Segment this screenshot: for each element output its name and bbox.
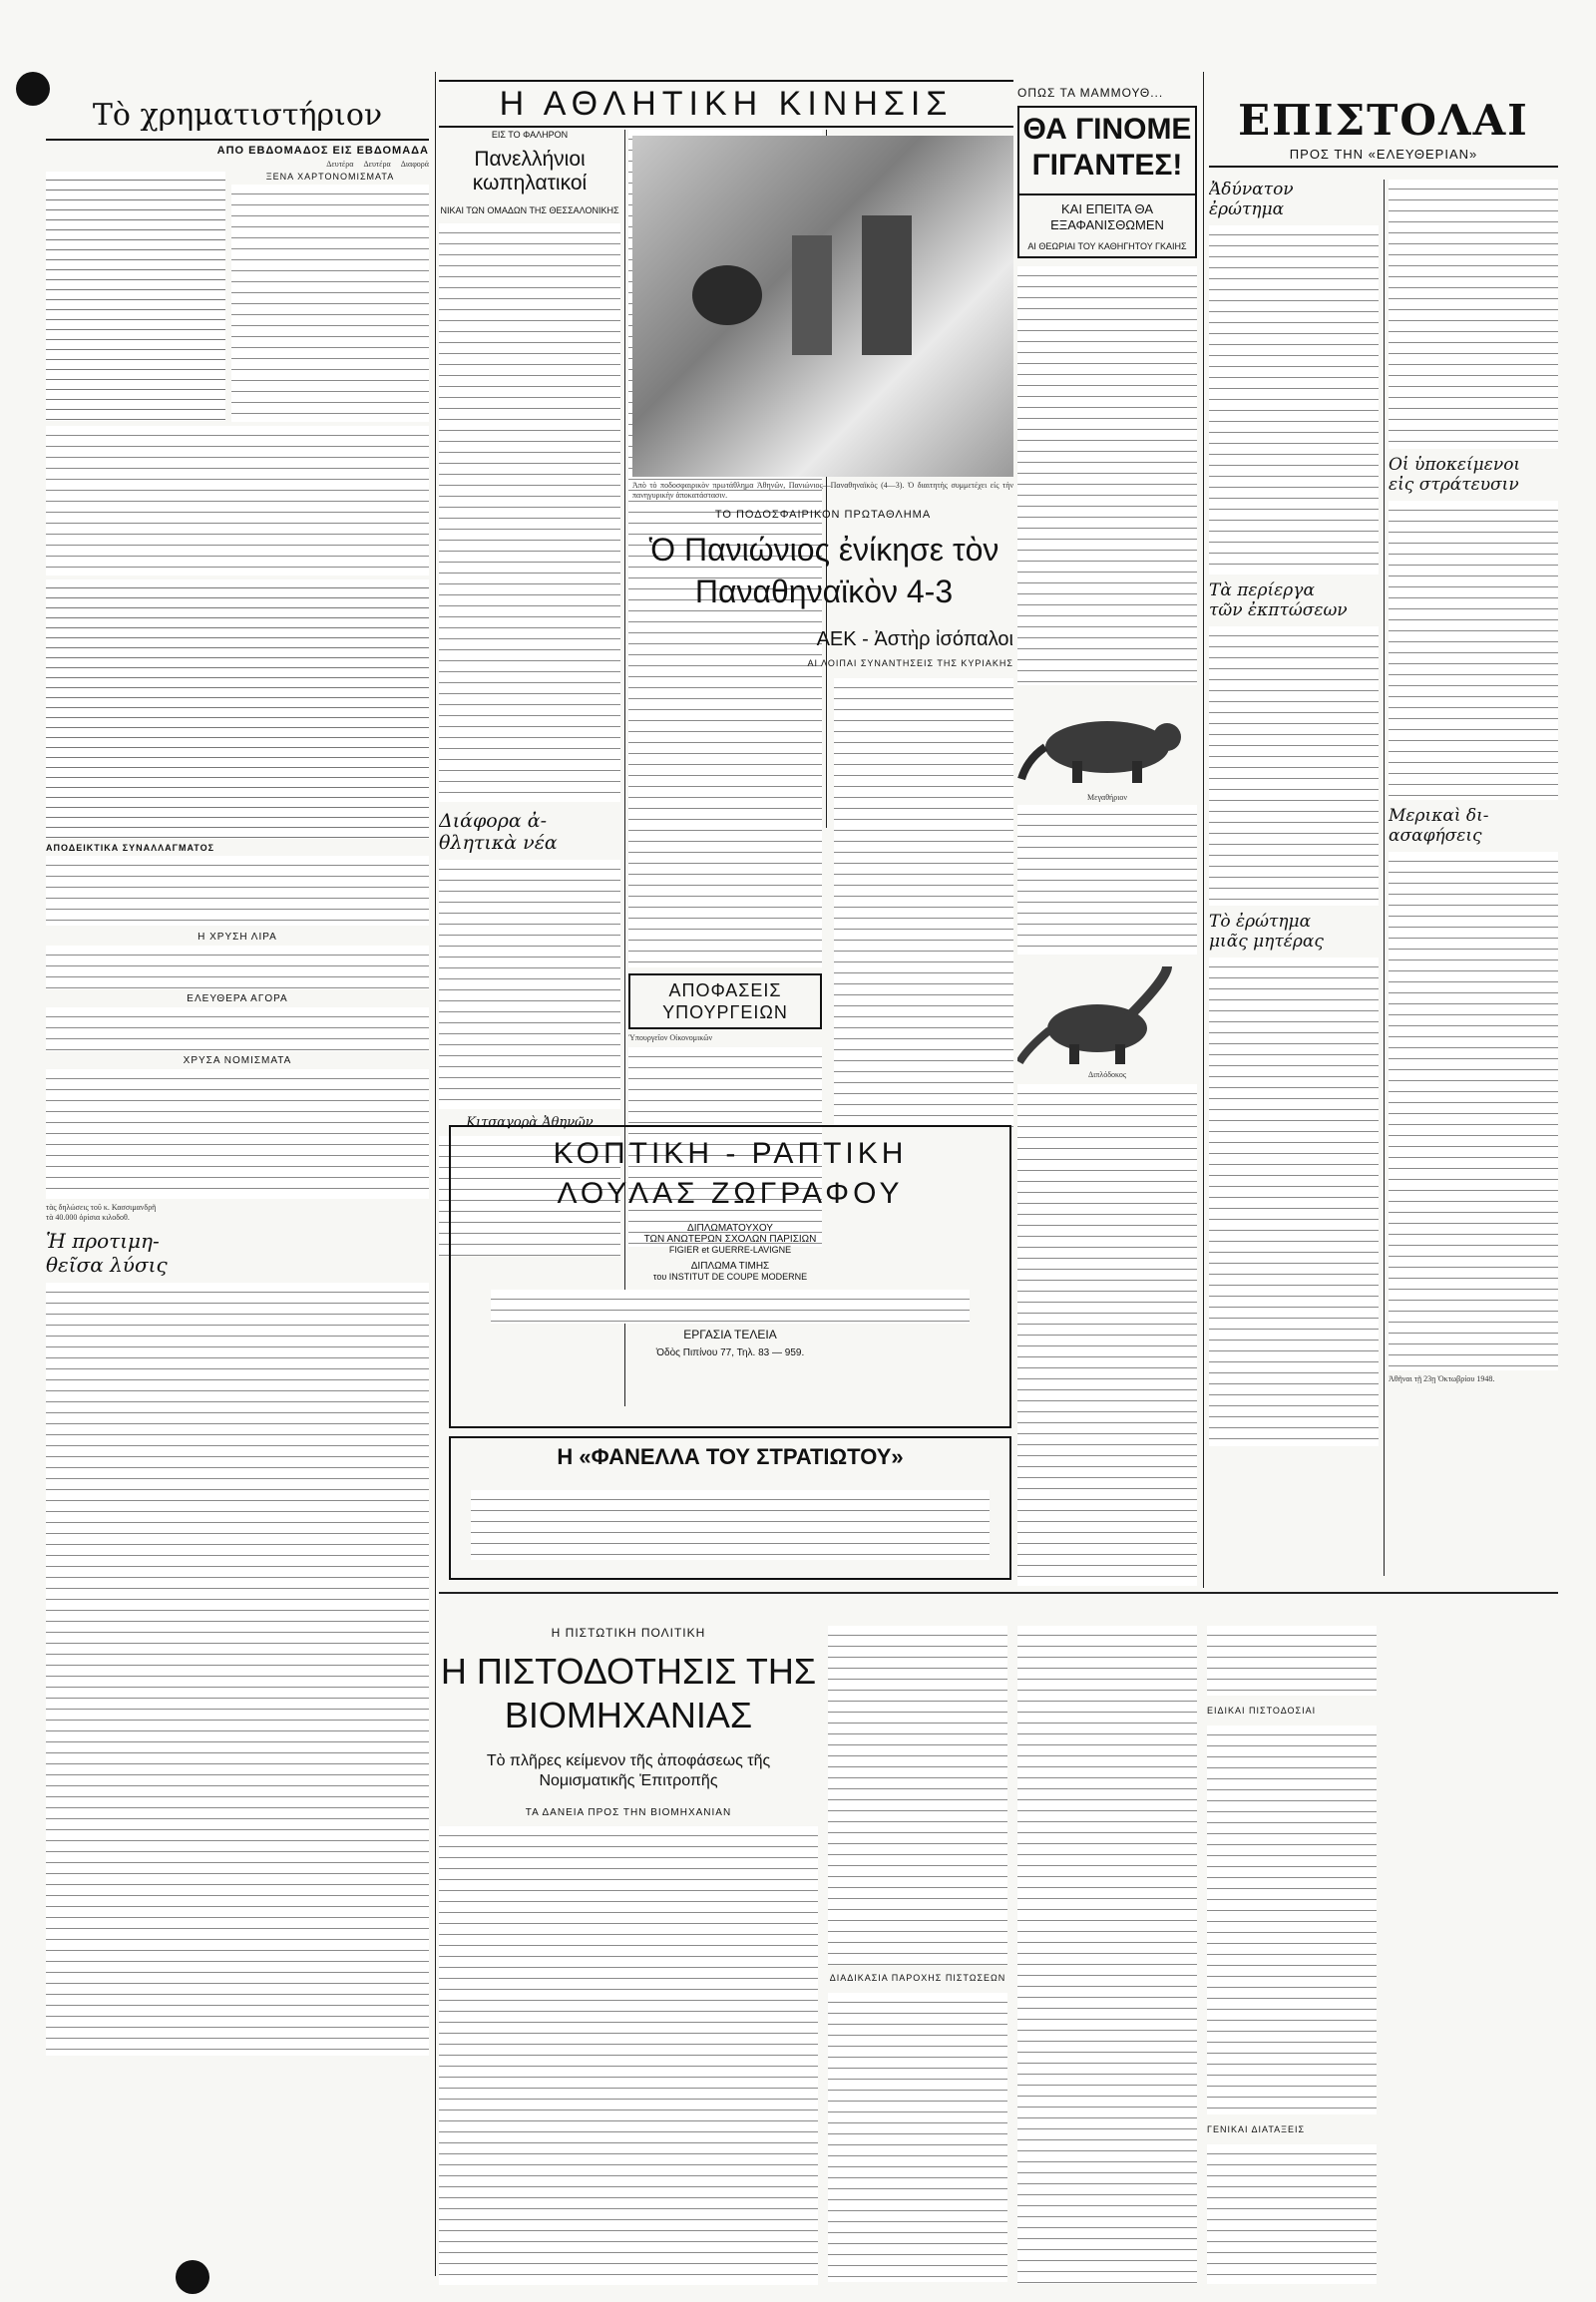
letters-sub: ΠΡΟΣ ΤΗΝ «ΕΛΕΥΘΕΡΙΑΝ» [1209,147,1558,168]
credit-headline: Η ΠΙΣΤΟΔΟΤΗΣΙΣ ΤΗΣ ΒΙΟΜΗΧΑΝΙΑΣ [440,1651,817,1735]
bond-table [46,172,225,421]
league-kicker: ΤΟ ΠΟΔΟΣΦΑΙΡΙΚΟΝ ΠΡΩΤΑΘΛΗΜΑ [714,509,932,521]
free-market-header: ΕΛΕΥΘΕΡΑ ΑΓΟΡΑ [187,993,288,1004]
letter-5-title: Τὸ ἐρώτημα μιᾶς μητέρας [1209,912,1324,952]
weekly-header: ΑΠΟ ΕΒΔΟΜΑΔΟΣ ΕΙΣ ΕΒΔΟΜΑΔΑ [216,145,429,157]
megatherium-drawing [1017,689,1197,802]
mammoth-sub1: ΚΑΙ ΕΠΕΙΤΑ ΘΑ ΕΞΑΦΑΝΙΣΘΩΜΕΝ [1019,193,1195,233]
tailor-title: ΚΟΠΤΙΚΗ - ΡΑΠΤΙΚΗ [553,1137,908,1170]
rowing-title: Πανελλήνιοι κωπηλατικοί [472,148,588,194]
trade-header: ΑΠΟΔΕΙΚΤΙΚΑ ΣΥΝΑΛΛΑΓΜΑΤΟΣ [46,843,215,853]
diplodocus-caption: Διπλόδοκος [1087,1070,1126,1079]
letter-3-title: Τὰ περίεργα τῶν ἐκπτώσεων [1209,580,1348,620]
coins-header: ΧΡΥΣΑ ΝΟΜΙΣΜΑΤΑ [183,1055,292,1066]
aek-headline: ΑΕΚ - Ἀστὴρ ἰσόπαλοι [816,628,1013,650]
other-games: ΑΙ ΛΟΙΠΑΙ ΣΥΝΑΝΤΗΣΕΙΣ ΤΗΣ ΚΥΡΙΑΚΗΣ [807,658,1013,668]
credit-sub: Τὸ πλῆρες κείμενον τῆς ἀποφάσεως τῆς Νομισματικῆς Ἐπιτροπῆς [486,1752,771,1789]
mammoth-column [1017,0,1197,1586]
rowing-sub: ΝΙΚΑΙ ΤΩΝ ΟΜΑΔΩΝ ΤΗΣ ΘΕΣΣΑΛΟΝΙΚΗΣ [440,205,619,215]
football-photo [632,136,1013,477]
table-head: Δευτέρα Δευτέρα Διαφορά [326,160,429,169]
market-title: Τὸ χρηματιστήριον [92,98,383,133]
credit-special: ΕΙΔΙΚΑΙ ΠΙΣΤΟΔΟΣΙΑΙ [1207,1706,1317,1716]
megatherium-icon [1017,689,1197,789]
letter-1-title: Ἀδύνατον ἐρώτημα [1209,180,1294,219]
stadium-title: Κιτσαγορὰ Ἀθηνῶν [466,1115,594,1130]
mammoth-headline-box [1017,106,1197,258]
decisions-box [628,973,822,1029]
paper-currency-header: ΞΕΝΑ ΧΑΡΤΟΝΟΜΙΣΜΑΤΑ [265,172,395,182]
megatherium-caption: Μεγαθήριον [1087,793,1127,802]
credit-loans: ΤΑ ΔΑΝΕΙΑ ΠΡΟΣ ΤΗΝ ΒΙΟΜΗΧΑΝΙΑΝ [525,1807,732,1818]
credit-process: ΔΙΑΔΙΚΑΣΙΑ ΠΑΡΟΧΗΣ ΠΙΣΤΩΣΕΩΝ [829,1973,1006,1983]
sports-banner: Η ΑΘΛΗΤΙΚΗ ΚΙΝΗΣΙΣ [439,80,1013,128]
sports-block [439,0,1013,1586]
gold-header: Η ΧΡΥΣΗ ΛΙΡΑ [198,932,277,943]
tailor-name: ΛΟΥΛΑΣ ΖΩΓΡΑΦΟΥ [557,1177,904,1210]
decisions-sub: Ὑπουργεῖον Οἰκονομικῶν [628,1033,713,1042]
mammoth-headline: ΘΑ ΓΙΝΟΜΕ ΓΙΓΑΝΤΕΣ! [1022,113,1192,182]
tailor-ad: ΚΟΠΤΙΚΗ - ΡΑΠΤΙΚΗ ΛΟΥΛΑΣ ΖΩΓΡΑΦΟΥ ΔΙΠΛΩΜΑΤΟΥΧΟΥ ΤΩΝ ΑΝΩΤΕΡΩΝ ΣΧΟΛΩΝ ΠΑΡΙΣΙΩΝ FIGIER et GUERRE-LAVIGNE ΔΙΠΛΩΜΑ ΤΙΜΗΣ του INSTITUT DE COUPE MODERNE ΕΡΓΑΣΙΑ ΤΕΛΕΙΑ Ὁδὸς Πιπίνου 77, Τηλ. 83 — 959. [449,1125,1011,1428]
market-text-a [46,426,429,576]
credit-block [439,1596,1558,2294]
letter-2-title: Οἱ ὑποκείμενοι εἰς στράτευσιν [1389,455,1521,495]
diplodocus-icon [1017,959,1197,1066]
match-headline: Ὁ Πανιώνιος ἐνίκησε τὸν Παναθηναϊκὸν 4-3 [648,532,999,609]
letters-date: Ἀθῆναι τῇ 23ῃ Ὀκτωβρίου 1948. [1389,1374,1495,1383]
mammoth-kicker: ΟΠΩΣ ΤΑ ΜΑΜΜΟΥΘ... [1017,86,1164,100]
letters-title: ΕΠΙΣΤΟΛΑΙ [1238,96,1529,145]
mammoth-sub2: ΑΙ ΘΕΩΡΙΑΙ ΤΟΥ ΚΑΘΗΓΗΤΟΥ ΓΚΑΙΗΣ [1027,241,1187,251]
diplodocus-drawing [1017,959,1197,1078]
fanella-title: Η «ΦΑΝΕΛΛΑ ΤΟΥ ΣΤΡΑΤΙΩΤΟΥ» [557,1444,904,1469]
letters-column [1209,0,1558,1586]
decisions-title: ΑΠΟΦΑΣΕΙΣ ΥΠΟΥΡΓΕΙΩΝ [662,980,788,1022]
photo-caption: Ἀπὸ τὸ ποδοσφαιρικὸν πρωτάθλημα Ἀθηνῶν, Πανιώνιος—Παναθηναϊκὸς (4—3). Ὁ διαιτητὴς συμμετέχει εἰς τὴν πανηγυρικὴν ἀποκατάστασιν. [632,481,1013,500]
coin-table [46,579,429,839]
credit-kicker: Η ΠΙΣΤΩΤΙΚΗ ΠΟΛΙΤΙΚΗ [551,1626,706,1640]
credit-general: ΓΕΝΙΚΑΙ ΔΙΑΤΑΞΕΙΣ [1207,2124,1306,2134]
market-column [46,0,429,2302]
priority-body [46,1283,429,2056]
fanella-box [449,1436,1011,1580]
punch-hole-top [16,72,50,106]
punch-hole-bottom [176,2260,209,2294]
misc-title: Διάφορα ἀ- θλητικὰ νέα [439,810,558,854]
quote-line: τὰς δηλώσεις τοῦ κ. Κασσιμανδρῆ τὰ 40.000 ὁρίσια κιλοδοθ. [46,1203,157,1222]
priority-title: Ἡ προτιμη- θεῖσα λύσις [46,1229,168,1277]
letter-4-title: Μερικαὶ δι- ασαφήσεις [1389,806,1489,846]
faliro-kicker: ΕΙΣ ΤΟ ΦΑΛΗΡΟΝ [491,130,569,140]
